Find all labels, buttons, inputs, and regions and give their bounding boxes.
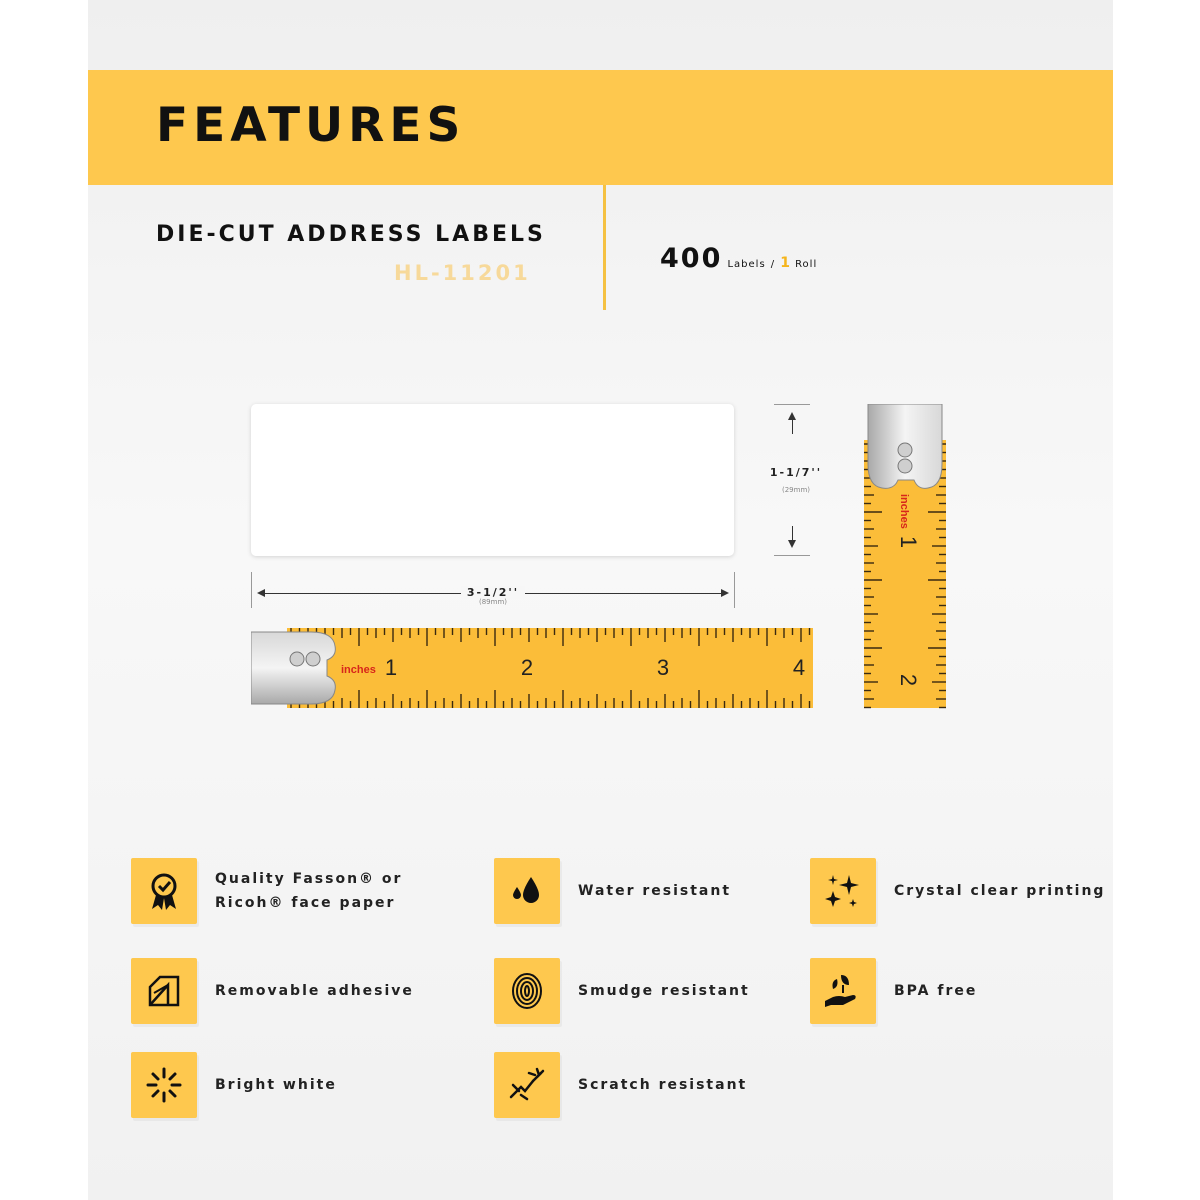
feature-icon-box bbox=[131, 958, 197, 1024]
feature-icon-box bbox=[494, 958, 560, 1024]
feature-label: Bright white bbox=[215, 1077, 337, 1093]
feature-removable-adhesive bbox=[131, 958, 414, 1024]
width-metric: (89mm) bbox=[478, 598, 507, 606]
vruler-number-2: 2 bbox=[896, 673, 921, 687]
award-ribbon-icon bbox=[144, 871, 184, 911]
feature-icon-box bbox=[810, 958, 876, 1024]
ruler-number-1: 1 bbox=[384, 655, 398, 680]
horizontal-ruler bbox=[251, 626, 817, 710]
ruler-number-2: 2 bbox=[520, 655, 534, 680]
roll-unit: Roll bbox=[795, 259, 818, 270]
feature-label: BPA free bbox=[894, 983, 978, 999]
width-label: 3-1/2'' bbox=[461, 586, 525, 599]
feature-crystal-clear bbox=[810, 858, 1105, 924]
height-dimension bbox=[766, 404, 826, 556]
width-dimension bbox=[251, 572, 735, 612]
feature-icon-box bbox=[131, 1052, 197, 1118]
water-drops-icon bbox=[507, 871, 547, 911]
feature-icon-box bbox=[810, 858, 876, 924]
feature-face-paper bbox=[131, 858, 402, 924]
feature-icon-box bbox=[494, 1052, 560, 1118]
height-label: 1-1/7'' bbox=[769, 466, 823, 479]
leaf-hand-icon bbox=[823, 971, 863, 1011]
product-name: DIE-CUT ADDRESS LABELS bbox=[156, 222, 546, 247]
ruler-number-3: 3 bbox=[656, 655, 670, 680]
feature-smudge-resistant bbox=[494, 958, 750, 1024]
feature-label: Smudge resistant bbox=[578, 983, 750, 999]
model-number: HL-11201 bbox=[394, 261, 531, 285]
sparkles-icon bbox=[823, 871, 863, 911]
feature-icon-box bbox=[494, 858, 560, 924]
feature-water-resistant bbox=[494, 858, 731, 924]
features-banner bbox=[88, 70, 1113, 185]
feature-panel bbox=[88, 0, 1113, 1200]
horizontal-ruler-unit: inches bbox=[341, 664, 376, 676]
feature-label: Scratch resistant bbox=[578, 1077, 748, 1093]
feature-scratch-resistant bbox=[494, 1052, 747, 1118]
ruler-number-4: 4 bbox=[792, 655, 806, 680]
peel-label-icon bbox=[144, 971, 184, 1011]
feature-label: Quality Fasson® or Ricoh® face paper bbox=[215, 871, 403, 911]
label-count bbox=[660, 243, 817, 274]
vertical-ruler bbox=[862, 404, 948, 710]
roll-count: 1 bbox=[780, 255, 790, 271]
vertical-ruler-unit: inches bbox=[898, 494, 910, 529]
feature-label: Crystal clear printing bbox=[894, 883, 1106, 899]
scratch-icon bbox=[507, 1065, 547, 1105]
count-unit: Labels bbox=[727, 259, 766, 270]
header-divider bbox=[603, 185, 606, 310]
sunburst-icon bbox=[144, 1065, 184, 1105]
label-sample bbox=[251, 404, 734, 556]
banner-title: FEATURES bbox=[156, 98, 466, 153]
count-separator: / bbox=[770, 259, 776, 270]
feature-bpa-free bbox=[810, 958, 977, 1024]
feature-icon-box bbox=[131, 858, 197, 924]
feature-bright-white bbox=[131, 1052, 337, 1118]
vruler-number-1: 1 bbox=[896, 535, 921, 549]
feature-label: Removable adhesive bbox=[215, 983, 414, 999]
feature-label: Water resistant bbox=[578, 883, 732, 899]
fingerprint-icon bbox=[507, 971, 547, 1011]
count-number: 400 bbox=[660, 243, 723, 274]
height-metric: (29mm) bbox=[781, 486, 810, 494]
